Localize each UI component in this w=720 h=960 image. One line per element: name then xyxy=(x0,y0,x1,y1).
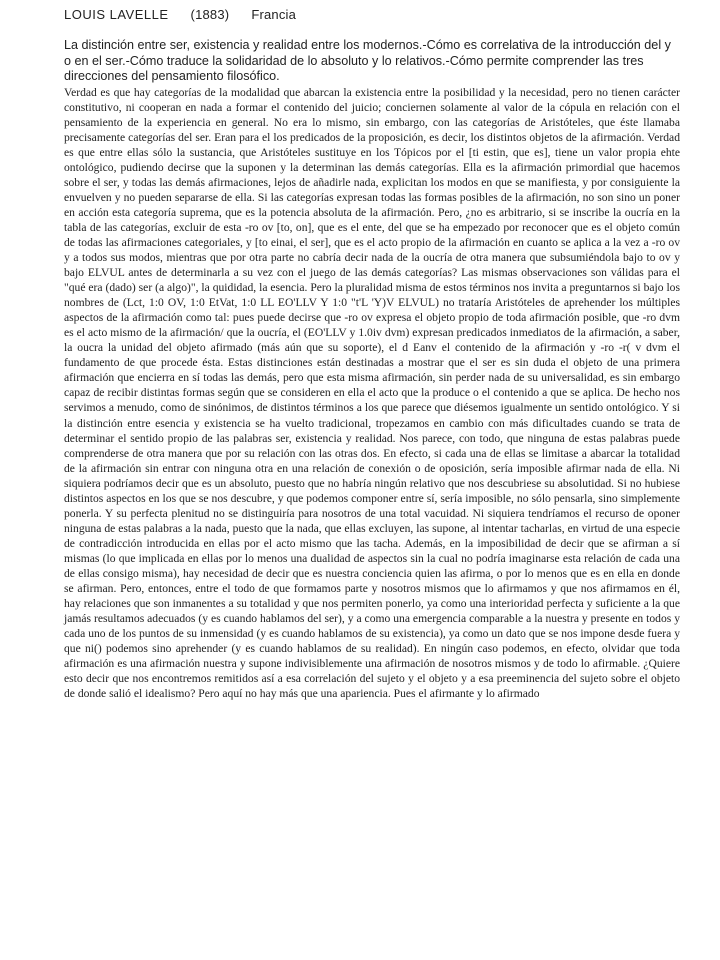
chapter-summary: La distinción entre ser, existencia y realidad entre los modernos.-Cómo es correlativa de la introducción del y o en el ser.-Cómo traduce la solidaridad de lo absoluto y lo relativos.-Cómo permite comprender las tres direcciones del pensamiento filosófico. xyxy=(64,38,671,83)
author-country: Francia xyxy=(251,6,297,22)
author-name: LOUIS LAVELLE xyxy=(64,6,169,22)
author-years: (1883) xyxy=(190,6,230,22)
body-text: Verdad es que hay categorías de la modalidad que abarcan la existencia entre la posibilidad y la necesidad, pero no tienen carácter constitutivo, ni cooperan en nada a formar el contenido del juicio; conciernen solamente al valor de la cópula en relación con el pensamiento de la experiencia en general. No era lo mismo, sin embargo, con las categorías de Aristóteles, que éste llamaba precisamente categorías del ser. Eran para el los predicados de la proposición, es decir, los distintos objetos de la afirmación. Verdad es que entre ellas sólo la sustancia, que Aristóteles sustituye en los Tópicos por el [ti estin, que es], tiene un valor propia ehte ontológico, pudiendo decirse que la suponen y la determinan las demás categorías. Ella es la afirmación primordial que hacemos sobre el ser, y todas las demás afirmaciones, lejos de añadirle nada, explicitan los modos en que se manifiesta, y por consiguiente la envuelven y no pueden separarse de ella. Si las categorías expresan todas las formas posibles de la afirmación, no son sino un poner en acción esta categoría suprema, que es la potencia absoluta de la afirmación. Pero, ¿no es arbitrario, si se inscribe la oucría en la tabla de las categorías, excluir de esta -ro ov [to, on], que es el ente, del que se ha empezado por reconocer que es el objeto común de todas las afirmaciones categoriales, y [to einai, el ser], que es el acto propio de la afirmación en cuanto se aplica a la vez a -ro ov y a todos sus modos, mientras que por otra parte no cabría decir nada de la oucría de otra manera que subsumiéndola bajo to ov y bajo ELVUL antes de determinarla a su vez con el juego de las demás categorías? Las mismas observaciones son válidas para el "qué era (dado) ser (a algo)", la quididad, la esencia. Pero la pluralidad misma de estos términos nos invita a preguntarnos si bajo los nombres de (Lct, 1:0 OV, 1:0 EtVat, 1:0 LL EO'LLV Y 1:0 "t'L 'Y)V ELVUL) no trataría Aristóteles de aprehender los múltiples aspectos de la afirmación como tal: pues puede decirse que -ro ov expresa el objeto propio de toda afirmación posible, que -ro dvm es el acto mismo de la afirmación/ que la oucría, el (EO'LLV y 1.0iv dvm) expresan predicados inmediatos de la afirmación, a saber, la oucra la unidad del objeto afirmado (más aún que su soporte), el d Eanv el contenido de la afirmación y -ro -r( v dvm el fundamento de que procede ésta. Estas distinciones están destinadas a mostrar que el ser es sin duda el objeto de una primera afirmación que encierra en sí todas las demás, pero que esta misma afirmación, sin perder nada de su universalidad, es sin embargo capaz de recibir distintas formas según que se consideren en ella el acto que la produce o el contenido a que se aplica. De hecho nos servimos a menudo, como de sinónimos, de distintos términos a los que parece que diésemos igualmente un sentido ontológico. Y si la distinción entre esencia y existencia se ha vuelto tradicional, tropezamos en cambio con más dificultades cuando se trata de determinar el sentido propio de las palabras ser, existencia y realidad. Nos parece, con todo, que ninguna de estas palabras puede comprenderse de otra manera que por su relación con las otras dos. En efecto, si cada una de ellas se limitase a abarcar la totalidad de la afirmación sin entrar con ninguna otra en una relación de conexión o de oposición, sería imposible afirmar nada de ella. Ni siquiera podríamos decir que es un absoluto, puesto que no habría ningún relativo que nos descubriese su absolutidad. Si no hubiese distintos aspectos en los que se nos descubre, y que podemos componer entre sí, sería imposible, no sólo pensarla, sino simplemente ponerla. Y su perfecta plenitud no se distinguiría para nosotros de una total vacuidad. Ni siquiera tendríamos el recurso de oponer ninguna de estas palabras a la nada, puesto que la nada, que ellas excluyen, las supone, al intentar tacharlas, en virtud de una especie de contradicción introducida en ellas por el acto mismo que las tacha. Además, en la imposibilidad de decir que se afirman a sí mismas (lo que implicada en ellas por lo menos una dualidad de aspectos sin la cual no podría imaginarse esta relación de cada una de ellas consigo misma), hay necesidad de decir que es nuestra conciencia quien las afirma, o por lo menos que es en ella en donde se afirman. Pero, entonces, entre el todo de que formamos parte y nosotros mismos que lo afirmamos y que nos afirmamos en él, hay relaciones que son inmanentes a su totalidad y que nos permiten ponerlo, ya como una interioridad perfecta y suficiente a la que jamás resultamos adecuados (y es cuando hablamos del ser), y a como una emergencia comparable a la nuestra y presente en todos y cada uno de los puntos de su inmensidad (y es cuando hablamos de su existencia), ya como un dato que se nos impone desde fuera y que ni() podemos sino aprehender (y es cuando hablamos de su realidad). En ningún caso podemos, en efecto, olvidar que toda afirmación es una afirmación nuestra y supone indivisiblemente una afirmación de nosotros mismos y de todo lo afirmable. ¿Quiere esto decir que nos encontremos remitidos así a esa correlación del sujeto y el objeto y a esa preeminencia del sujeto sobre el objeto de donde salió el idealismo? Pero aquí no hay más que una apariencia. Pues el afirmante y lo afirmado xyxy=(64,85,680,701)
document-header xyxy=(64,4,680,24)
